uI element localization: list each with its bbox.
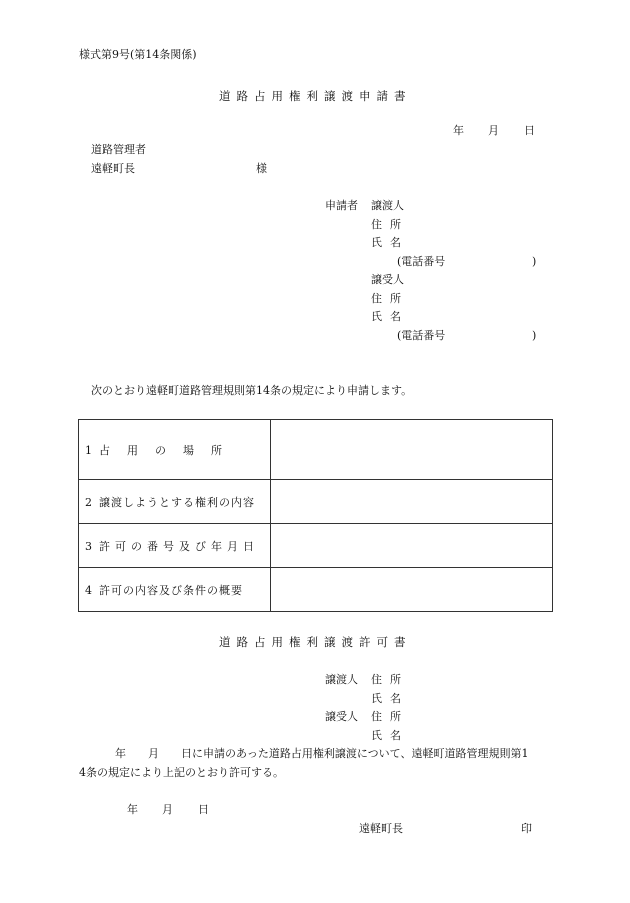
- row-label-text: 占用の場所: [99, 443, 239, 457]
- application-date-year: 年: [453, 124, 464, 137]
- row-label-text: 譲渡しようとする権利の内容: [99, 495, 255, 509]
- transferor-label: 譲渡人: [371, 199, 404, 212]
- permit-transferor-name-label: 氏名: [371, 692, 409, 705]
- permit-body-line1: 年 月 日に申請のあった道路占用権利譲渡について、遠軽町道路管理規則第1: [115, 747, 529, 760]
- permit-body-line2: 4条の規定により上記のとおり許可する。: [79, 766, 284, 779]
- table-row: [79, 568, 553, 612]
- transferee-phone-close: ): [532, 329, 537, 342]
- transferor-phone-label: (電話番号: [397, 255, 446, 268]
- applicant-label: 申請者: [325, 199, 358, 212]
- row-label-text: 許可の内容及び条件の概要: [99, 583, 243, 597]
- form-number: 様式第9号(第14条関係): [79, 48, 197, 61]
- application-date-month: 月: [488, 124, 499, 137]
- row-label: [79, 568, 271, 612]
- honorific: 様: [256, 162, 267, 175]
- addressee-line1: 道路管理者: [91, 143, 146, 156]
- row-label: [79, 480, 271, 524]
- items-table: [78, 419, 553, 612]
- transferee-name-label: 氏名: [371, 310, 409, 323]
- row-value[interactable]: [271, 420, 553, 480]
- application-date-day: 日: [524, 124, 535, 137]
- application-title: 道路占用権利譲渡申請書: [219, 89, 412, 103]
- row-label: [79, 420, 271, 480]
- row-value[interactable]: [271, 524, 553, 568]
- row-number: 1: [85, 443, 92, 457]
- permit-transferee-name-label: 氏名: [371, 729, 409, 742]
- table-row: [79, 480, 553, 524]
- transferor-phone-close: ): [532, 255, 537, 268]
- permit-transferee-address-label: 住所: [371, 710, 409, 723]
- permit-date-year: 年: [127, 803, 138, 816]
- transferee-address-label: 住所: [371, 292, 409, 305]
- transferor-address-label: 住所: [371, 218, 409, 231]
- permit-transferor-address-label: 住所: [371, 673, 409, 686]
- permit-date-month: 月: [162, 803, 173, 816]
- row-number: 3: [85, 539, 92, 553]
- table-row: [79, 420, 553, 480]
- seal-mark: 印: [521, 822, 532, 835]
- permit-title: 道路占用権利譲渡許可書: [219, 635, 412, 649]
- permit-transferee-label: 譲受人: [325, 710, 358, 723]
- row-number: 4: [85, 583, 92, 597]
- transferee-label: 譲受人: [371, 273, 404, 286]
- row-label: [79, 524, 271, 568]
- row-label-text: 許可の番号及び年月日: [99, 539, 259, 553]
- intro-text: 次のとおり遠軽町道路管理規則第14条の規定により申請します。: [91, 384, 413, 397]
- transferee-phone-label: (電話番号: [397, 329, 446, 342]
- addressee-line2: 遠軽町長: [91, 162, 135, 175]
- permit-date-day: 日: [198, 803, 209, 816]
- transferor-name-label: 氏名: [371, 236, 409, 249]
- table-row: [79, 524, 553, 568]
- permit-issuer: 遠軽町長: [359, 822, 403, 835]
- row-number: 2: [85, 495, 92, 509]
- permit-transferor-label: 譲渡人: [325, 673, 358, 686]
- row-value[interactable]: [271, 480, 553, 524]
- row-value[interactable]: [271, 568, 553, 612]
